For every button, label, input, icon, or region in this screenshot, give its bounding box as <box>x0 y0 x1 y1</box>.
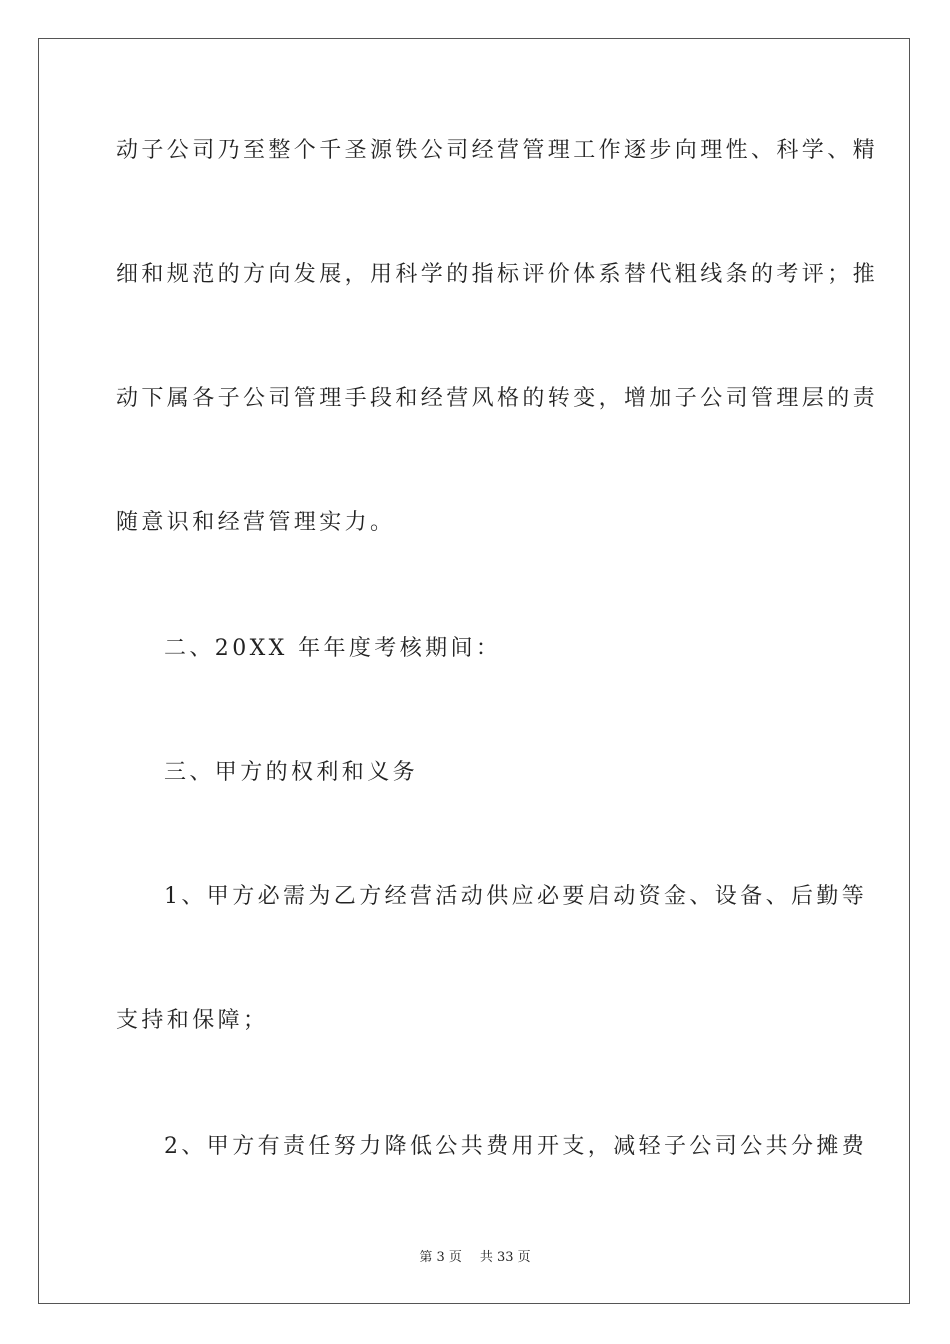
paragraph-line: 动下属各子公司管理手段和经营风格的转变，增加子公司管理层的责 <box>116 386 879 411</box>
paragraph-line: 细和规范的方向发展，用科学的指标评价体系替代粗线条的考评；推 <box>116 262 879 287</box>
page-footer <box>0 1246 950 1265</box>
section-heading: 三、甲方的权利和义务 <box>164 760 419 785</box>
paragraph-line: 支持和保障； <box>116 1008 269 1033</box>
page-frame <box>38 38 910 1304</box>
list-item: 1、甲方必需为乙方经营活动供应必要启动资金、设备、后勤等 <box>164 884 868 909</box>
paragraph-line: 随意识和经营管理实力。 <box>116 510 396 535</box>
page-total: 共 33 页 <box>479 1250 531 1265</box>
page-number: 第 3 页 <box>419 1250 462 1265</box>
paragraph-line: 动子公司乃至整个千圣源铁公司经营管理工作逐步向理性、科学、精 <box>116 138 879 163</box>
section-heading: 二、20XX 年年度考核期间： <box>164 636 502 661</box>
list-item: 2、甲方有责任努力降低公共费用开支，减轻子公司公共分摊费 <box>164 1134 868 1159</box>
